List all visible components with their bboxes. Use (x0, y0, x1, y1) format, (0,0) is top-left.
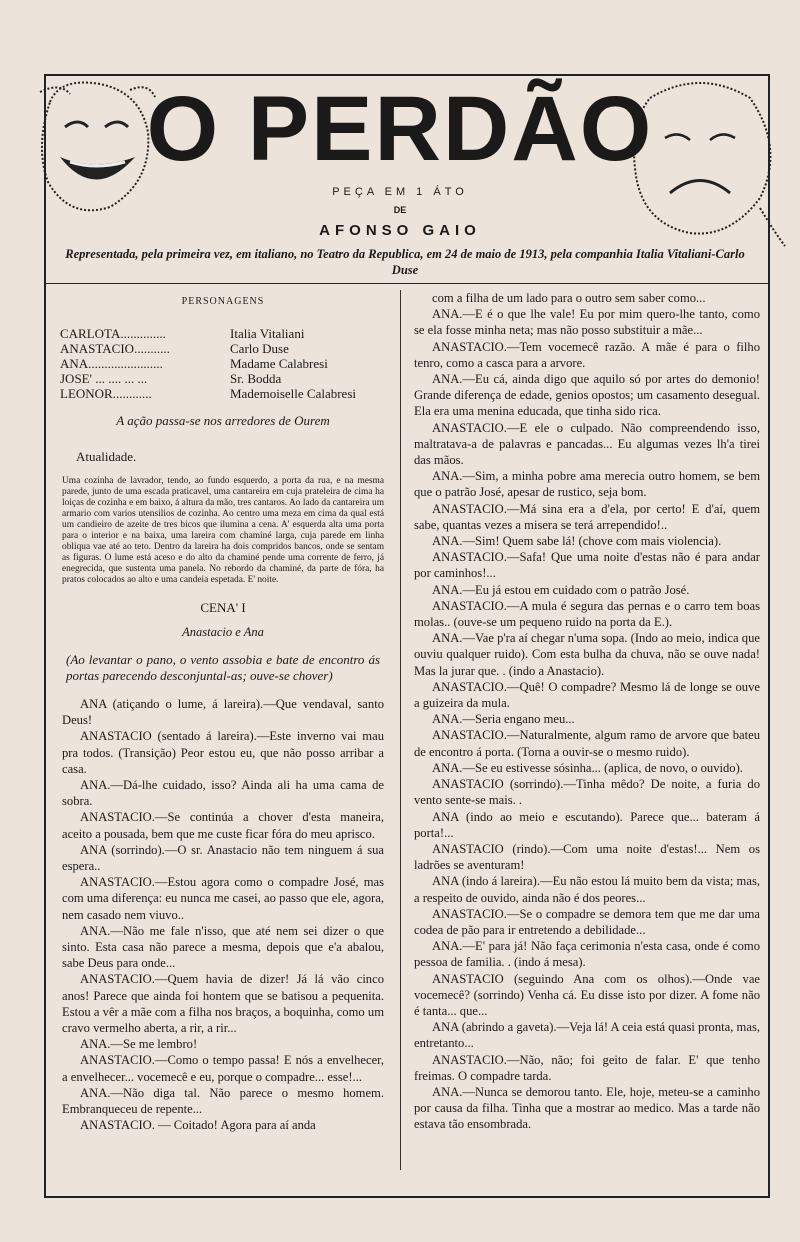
dialogue-paragraph: ANASTACIO.—Se o compadre se demora tem que me dar uma codea de pão para ir entretendo a debilidade... (414, 906, 760, 937)
personagens-heading: PERSONAGENS (181, 296, 265, 307)
cast-list (60, 326, 384, 401)
cast-role: JOSE' ... .... ... ... (60, 371, 148, 387)
play-subtitle: PEÇA EM 1 ÁTO (332, 186, 468, 198)
dialogue-paragraph: ANA.—E' para já! Não faça cerimonia n'esta casa, onde é como pessoa de familia. . (indo á mesa). (414, 939, 760, 970)
masthead-title (150, 78, 650, 188)
dialogue-paragraph: ANA.—Se me lembro! (80, 1037, 198, 1052)
dialogue-paragraph: ANASTACIO.—Como o tempo passa! E nós a envelhecer, a envelhecer... vocemecê e eu, porque o compadre... esse!... (62, 1053, 384, 1084)
cast-actor: Madame Calabresi (230, 356, 328, 372)
dialogue-paragraph: ANA.—Dá-lhe cuidado, isso? Ainda ali ha uma cama de sobra. (62, 778, 384, 809)
dialogue-paragraph: ANASTACIO.—Estou agora como o compadre José, mas com uma diferença: eu nunca me casei, ao passo que ele, agora, nem casado nem viuvo.. (62, 875, 384, 922)
dialogue-paragraph: ANASTACIO.—Não, não; foi geito de falar. E' que tenho freimas. O compadre tarda. (414, 1052, 760, 1083)
dialogue-paragraph: ANA.—Não me fale n'isso, que até nem sei dizer o que sinto. Esta casa não parece a mesma, depois que e'a abalou, sabe Deus para onde... (62, 923, 384, 971)
dialogue-paragraph: ANASTACIO.—Tem vocemecê razão. A mãe é para o filho tenro, como a casca para a arvore. (414, 339, 760, 370)
dialogue-paragraph: ANA.—Se eu estivesse sósinha... (aplica, de novo, o ouvido). (432, 760, 743, 775)
cast-actor: Carlo Duse (230, 341, 289, 357)
right-dialogue (414, 290, 760, 1133)
dialogue-paragraph: ANA (indo á lareira).—Eu não estou lá muito bem da vista; mas, a respeito de ouvido, ainda não é dos peores... (414, 874, 760, 905)
dialogue-paragraph: ANASTACIO (sorrindo).—Tinha mêdo? De noite, a furia do vento sente-se mais. . (414, 777, 760, 808)
dialogue-paragraph: ANASTACIO.—Quê! O compadre? Mesmo lá de longe se ouve a guizeira da mula. (414, 679, 760, 711)
author-name: AFONSO GAIO (319, 222, 481, 239)
dialogue-paragraph: ANASTACIO (seguindo Ana com os olhos).—Onde vae vocemecê? (sorrindo) Venha cá. Eu disse isto por dizer. A fome não é tanta... que... (414, 971, 760, 1018)
dialogue-paragraph: ANA.—E é o que lhe vale! Eu por mim quero-lhe tanto, como se ela fosse minha neta; mas não posso substituir a mãe... (414, 307, 760, 338)
dialogue-paragraph: ANA (atiçando o lume, á lareira).—Que vendaval, santo Deus! (62, 697, 384, 728)
dialogue-paragraph: ANASTACIO.—Naturalmente, algum ramo de arvore que bateu de encontro á porta. (Torna a ouvir-se o mesmo ruido). (414, 728, 760, 759)
dialogue-paragraph: ANASTACIO.—A mula é segura das pernas e o carro tem boas molas.. (ouve-se um pequeno ruido na porta da E.). (414, 598, 760, 630)
dialogue-paragraph: ANA (abrindo a gaveta).—Veja lá! A ceia está quasi pronta, mas, entretanto... (414, 1020, 760, 1051)
scene-description: Uma cozinha de lavrador, tendo, ao fundo esquerdo, a porta da rua, e na mesma parede, junto de uma escada praticavel, uma cantareira em cuja prateleira de cima ha loiças de cozinha e em baixo, á altura da mão, tres cantaros. Ao lado da cantareira um armario com varios utensilios de cozinha. Ao centro uma meza em cima da qual está um candieiro de azeite de tres bicos que ilumina a cena. A' esquerda alta uma porta para o interior e na baixa, uma lareira com chaminé larga, cuja parede em linha obliqua vae até ao teto. Dentro da lareira ha dois compridos bancos, onde se sentam as figuras. O lume está aceso e do alto da chaminé pende uma corrente de ferro, já enegrecida, que sustenta uma panela. No rebordo da chaminé, da parte de fóra, ha pratos colocados ao alto e uma candeia espetada. E' noite. (62, 475, 384, 585)
title-text: O PERDÃO (150, 78, 650, 180)
cast-role: ANASTACIO........... (60, 341, 170, 357)
dialogue-paragraph: ANA.—Eu cá, ainda digo que aquilo só por artes do demonio! Grande diferença de edade, genios opostos; um casamento desegual. Ela era uma menina educada, que tinha sido rica. (414, 372, 760, 419)
dialogue-paragraph: ANA.—Eu já estou em cuidado com o patrão José. (432, 582, 690, 597)
column-divider (400, 290, 401, 1170)
dialogue-paragraph: ANASTACIO (rindo).—Com uma noite d'estas!... Nem os ladrões se aventuram! (414, 841, 760, 873)
dialogue-paragraph: ANASTACIO. — Coitado! Agora para aí anda (80, 1118, 316, 1133)
dialogue-paragraph: ANA.—Sim! Quem sabe lá! (chove com mais violencia). (432, 534, 722, 549)
byline: DE (393, 205, 407, 215)
left-column (62, 294, 384, 1134)
cast-role: CARLOTA.............. (60, 326, 166, 342)
cast-actor: Italia Vitaliani (230, 326, 305, 342)
laughing-mask-illustration (30, 72, 160, 222)
header-divider (44, 283, 768, 284)
cast-role: LEONOR............ (60, 386, 152, 402)
premiere-note: Representada, pela primeira vez, em italiano, no Teatro da Republica, em 24 de maio de 1913, pela companhia Italia Vitaliani-Carlo Duse (65, 247, 745, 277)
cast-role: ANA....................... (60, 356, 163, 372)
dialogue-paragraph: ANASTACIO (sentado á lareira).—Este inverno vai mau pra todos. (Transição) Peor estou eu, que não posso arribar a casa. (62, 729, 384, 776)
dialogue-paragraph: ANASTACIO.—Quem havia de dizer! Já lá vão cinco anos! Parece que ainda foi hontem que se batisou a pequenita. Estou a vêr a mãe com a filha nos braços, a boquinha, como um cravo vermelho aberta, a rir, a rir... (62, 972, 384, 1036)
dialogue-paragraph: ANA (sorrindo).—O sr. Anastacio não tem ninguem á sua espera.. (62, 842, 384, 874)
dialogue-paragraph: ANA.—Nunca se demorou tanto. Ele, hoje, meteu-se a caminho por causa da filha. Tinha que a mostrar ao medico. Mas a tarde não estava tão ensombrada. (414, 1084, 760, 1132)
right-column (414, 290, 760, 1133)
cast-actor: Sr. Bodda (230, 371, 282, 387)
atualidade-line: Atualidade. (76, 449, 137, 465)
scene-characters: Anastacio e Ana (182, 624, 264, 639)
dialogue-paragraph: ANA (indo ao meio e escutando). Parece que... bateram á porta!... (414, 809, 760, 840)
dialogue-paragraph: ANASTACIO.—Má sina era a d'ela, por certo! E d'aí, quem sabe, quantas vezes a misera se terá arrependido!.. (414, 501, 760, 532)
cast-actor: Mademoiselle Calabresi (230, 386, 356, 402)
left-dialogue (62, 696, 384, 1133)
stage-direction: (Ao levantar o pano, o vento assobia e bate de encontro ás portas parecendo desconjuntal-as; ouve-se chover) (66, 652, 380, 684)
dialogue-paragraph: ANA.—Seria engano meu... (432, 712, 575, 727)
dialogue-paragraph: ANA.—Vae p'ra aí chegar n'uma sopa. (Indo ao meio, indica que ouviu qualquer ruido). Com esta bulha da chuva, não se ouve nada! Mas la jurar que. . (indo a Anastacio). (414, 631, 760, 678)
setting-line: A ação passa-se nos arredores de Ourem (116, 413, 330, 429)
dialogue-paragraph: ANA.—Sim, a minha pobre ama merecia outro homem, se bem que o patrão José, apesar de rustico, seja bom. (414, 469, 760, 500)
dialogue-paragraph: ANASTACIO.—Safa! Que uma noite d'estas não é para andar por caminhos!... (414, 550, 760, 581)
dialogue-paragraph: ANA.—Não diga tal. Não parece o mesmo homem. Embranqueceu de repente... (62, 1085, 384, 1117)
dialogue-paragraph: ANASTACIO.—E ele o culpado. Não compreendendo isso, maltratava-a de palavras e pancadas... Eu algumas vezes lh'a tirei das mãos. (414, 420, 760, 468)
dialogue-paragraph: ANASTACIO.—Se continúa a chover d'esta maneira, aceito a pousada, bem que me custe ficar fóra do meu aprisco. (62, 810, 384, 841)
dialogue-paragraph: com a filha de um lado para o outro sem saber como... (432, 291, 706, 305)
scene-heading: CENA' I (200, 599, 246, 615)
